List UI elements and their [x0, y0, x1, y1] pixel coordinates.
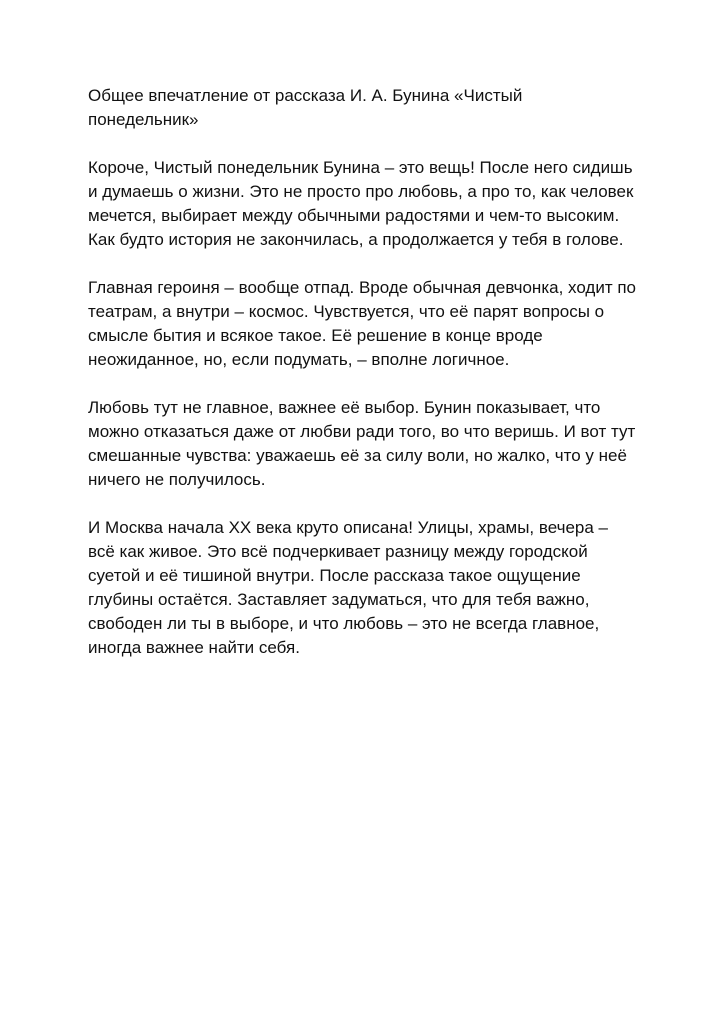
text-line: Главная героиня – вообще отпад. Вроде обычная девчонка, ходит по [88, 278, 637, 297]
text-line: смешанные чувства: уважаешь её за силу воли, но жалко, что у неё [88, 446, 627, 465]
text-line: мечется, выбирает между обычными радостями и чем-то высоким. [88, 206, 620, 225]
text-line: смысле бытия и всякое такое. Её решение в конце вроде [88, 326, 543, 345]
document-body [88, 84, 648, 684]
text-line: неожиданное, но, если подумать, – вполне логичное. [88, 350, 510, 369]
text-line: и думаешь о жизни. Это не просто про любовь, а про то, как человек [88, 182, 634, 201]
text-line: иногда важнее найти себя. [88, 638, 300, 657]
text-line: всё как живое. Это всё подчеркивает разницу между городской [88, 542, 588, 561]
text-line: Короче, Чистый понедельник Бунина – это вещь! После него сидишь [88, 158, 633, 177]
paragraph-3 [88, 396, 648, 492]
text-line: можно отказаться даже от любви ради того, во что веришь. И вот тут [88, 422, 636, 441]
paragraph-2 [88, 276, 648, 372]
paragraph-1 [88, 156, 648, 252]
text-line: глубины остаётся. Заставляет задуматься, что для тебя важно, [88, 590, 590, 609]
text-line: Как будто история не закончилась, а продолжается у тебя в голове. [88, 230, 624, 249]
document-title [88, 84, 648, 132]
text-line: театрам, а внутри – космос. Чувствуется, что её парят вопросы о [88, 302, 605, 321]
text-line: суетой и её тишиной внутри. После рассказа такое ощущение [88, 566, 581, 585]
paragraph-4 [88, 516, 648, 660]
title-line: Общее впечатление от рассказа И. А. Бунина «Чистый [88, 86, 523, 105]
text-line: Любовь тут не главное, важнее её выбор. Бунин показывает, что [88, 398, 601, 417]
text-line: И Москва начала XX века круто описана! Улицы, храмы, вечера – [88, 518, 609, 537]
title-line: понедельник» [88, 110, 199, 129]
text-line: свободен ли ты в выборе, и что любовь – это не всегда главное, [88, 614, 600, 633]
text-line: ничего не получилось. [88, 470, 266, 489]
